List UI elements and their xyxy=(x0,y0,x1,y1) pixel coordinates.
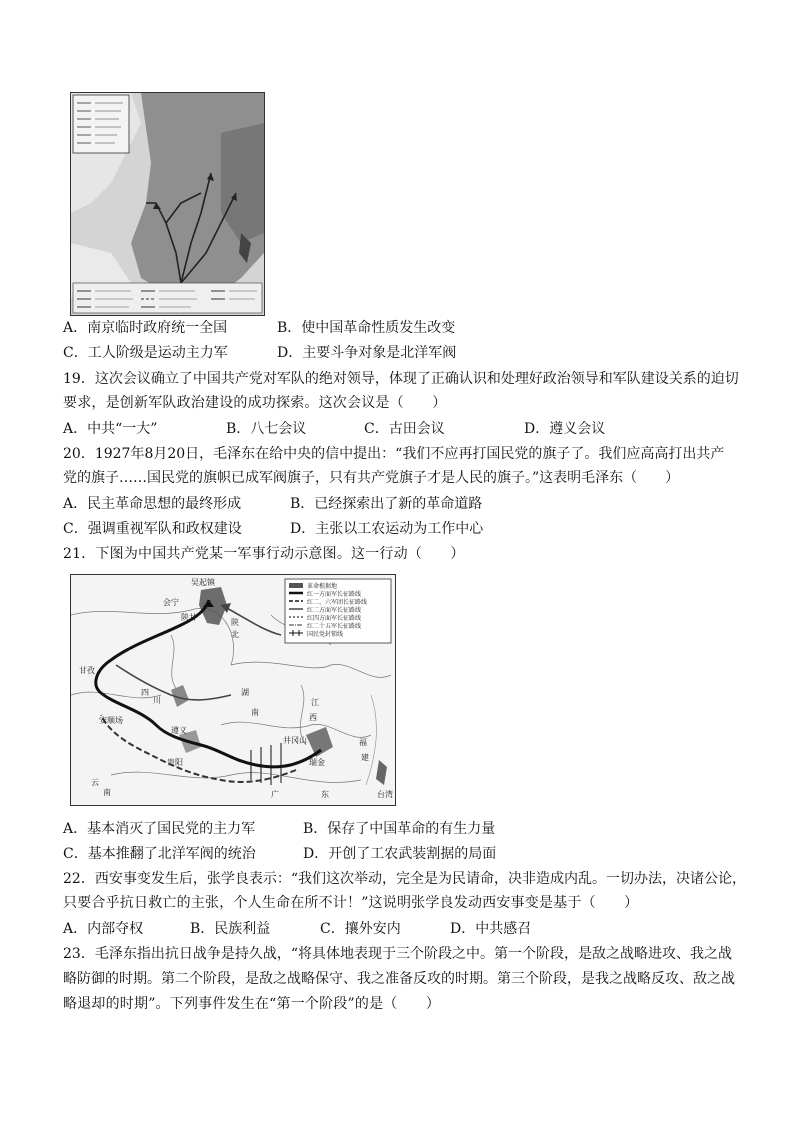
map-label-xi: 西 xyxy=(309,713,317,722)
map-label-fu: 福 xyxy=(359,738,367,747)
map-label-nan: 南 xyxy=(251,708,259,717)
legend-fourth-front: 红四方面军长征路线 xyxy=(307,615,362,622)
q23-stem-line2: 略防御的时期。第二个阶段，是敌之战略保守、我之准备反攻的时期。第三个阶段，是我之战略反攻、敌之战 xyxy=(63,971,735,987)
q21-option-a[interactable]: A．基本消灭了国民党的主力军 xyxy=(63,821,256,837)
map-label-zunyi: 遵义 xyxy=(171,726,187,735)
q18-map-drawing xyxy=(71,93,264,315)
q21-stem: 21．下图为中国共产党某一军事行动示意图。这一行动（ ） xyxy=(63,546,465,562)
q21-option-d[interactable]: D．开创了工农武装割据的局面 xyxy=(303,846,497,862)
map-label-jiang: 江 xyxy=(311,698,319,707)
map-label-chuan: 川 xyxy=(153,696,161,705)
map-label-taiwan: 台湾 xyxy=(377,790,393,799)
q20-option-d[interactable]: D．主张以工农运动为工作中心 xyxy=(290,521,484,537)
q20-option-b[interactable]: B．已经探索出了新的革命道路 xyxy=(290,496,483,512)
map-label-jinggangshan: 井冈山 xyxy=(283,736,307,745)
q23-stem-line1: 23．毛泽东指出抗日战争是持久战，“将具体地表现于三个阶段之中。第一个阶段，是敌之战略进攻、我之战 xyxy=(63,946,732,962)
legend-first-front: 红一方面军长征路线 xyxy=(307,591,362,598)
q19-option-b[interactable]: B．八七会议 xyxy=(226,421,307,437)
q22-option-d[interactable]: D．中共感召 xyxy=(450,921,532,937)
q20-option-c[interactable]: C．强调重视军队和政权建设 xyxy=(63,521,242,537)
map-label-nan2: 南 xyxy=(103,788,111,797)
legend-blockade: 国民党封锁线 xyxy=(307,631,344,638)
q21-option-b[interactable]: B．保存了中国革命的有生力量 xyxy=(303,821,496,837)
map-label-hu: 湖 xyxy=(241,688,249,697)
q22-option-c[interactable]: C．攘外安内 xyxy=(320,921,401,937)
map-label-shan: 陕 xyxy=(231,618,239,627)
map-label-dong: 东 xyxy=(321,790,329,799)
q19-stem-line1: 19．这次会议确立了中国共产党对军队的绝对领导，体现了正确认识和处理好政治领导和军队建设关系的迫切 xyxy=(63,371,739,387)
q19-stem-line2: 要求，是创新军队政治建设的成功探索。这次会议是（ ） xyxy=(63,395,447,411)
map-label-ruijin: 瑞金 xyxy=(309,758,325,767)
map-label-guang: 广 xyxy=(271,790,279,799)
q20-option-a[interactable]: A．民主革命思想的最终形成 xyxy=(63,496,242,512)
q20-stem-line2: 党的旗子……国民党的旗帜已成军阀旗子，只有共产党旗子才是人民的旗子。”这表明毛泽东（ ） xyxy=(63,470,680,486)
q22-stem-line1: 22．西安事变发生后，张学良表示：“我们这次举动，完全是为民请命，决非造成内乱。一切办法，决诸公论， xyxy=(63,871,746,887)
legend-twenty-fifth: 红二十五军长征路线 xyxy=(307,623,362,630)
q22-option-a[interactable]: A．内部夺权 xyxy=(63,921,144,937)
map-label-huining: 会宁 xyxy=(163,598,179,607)
map-label-anshunchang: 安顺场 xyxy=(99,716,123,725)
map-label-shangan: 陕甘 xyxy=(181,613,197,622)
q22-stem-line2: 只要合乎抗日救亡的主张，个人生命在所不计！”这说明张学良发动西安事变是基于（ ） xyxy=(63,895,639,911)
map-label-si: 四 xyxy=(141,688,149,697)
q18-map xyxy=(70,92,265,316)
map-label-jian: 建 xyxy=(361,753,369,762)
q23-stem-line3: 略退却的时期”。下列事件发生在“第一个阶段”的是（ ） xyxy=(63,996,441,1012)
q22-option-b[interactable]: B．民族利益 xyxy=(190,921,271,937)
map-label-wuqizhen: 吴起镇 xyxy=(191,578,215,587)
map-label-yun: 云 xyxy=(91,778,99,787)
q18-option-a[interactable]: A．南京临时政府统一全国 xyxy=(63,320,228,336)
q18-option-d[interactable]: D．主要斗争对象是北洋军阀 xyxy=(277,345,457,361)
legend-second-sixth: 红二、六军团长征路线 xyxy=(307,599,368,606)
legend-base-area: 革命根据地 xyxy=(307,583,338,590)
q18-option-b[interactable]: B．使中国革命性质发生改变 xyxy=(277,320,456,336)
q21-map-drawing xyxy=(71,575,395,805)
map-label-ganzi: 甘孜 xyxy=(79,666,95,675)
legend-second-front: 红二方面军长征路线 xyxy=(307,607,362,614)
q19-option-c[interactable]: C．古田会议 xyxy=(364,421,445,437)
map-label-guiyang: 贵阳 xyxy=(167,758,183,767)
q19-option-a[interactable]: A．中共“一大” xyxy=(63,421,158,437)
map-label-bei: 北 xyxy=(231,630,239,639)
q20-stem-line1: 20．1927年8月20日，毛泽东在给中央的信中提出：“我们不应再打国民党的旗子了。我们应高高打出共产 xyxy=(63,446,725,462)
q18-option-c[interactable]: C．工人阶级是运动主力军 xyxy=(63,345,228,361)
q21-option-c[interactable]: C．基本推翻了北洋军阀的统治 xyxy=(63,846,256,862)
q21-map xyxy=(70,574,396,806)
q19-option-d[interactable]: D．遵义会议 xyxy=(524,421,606,437)
